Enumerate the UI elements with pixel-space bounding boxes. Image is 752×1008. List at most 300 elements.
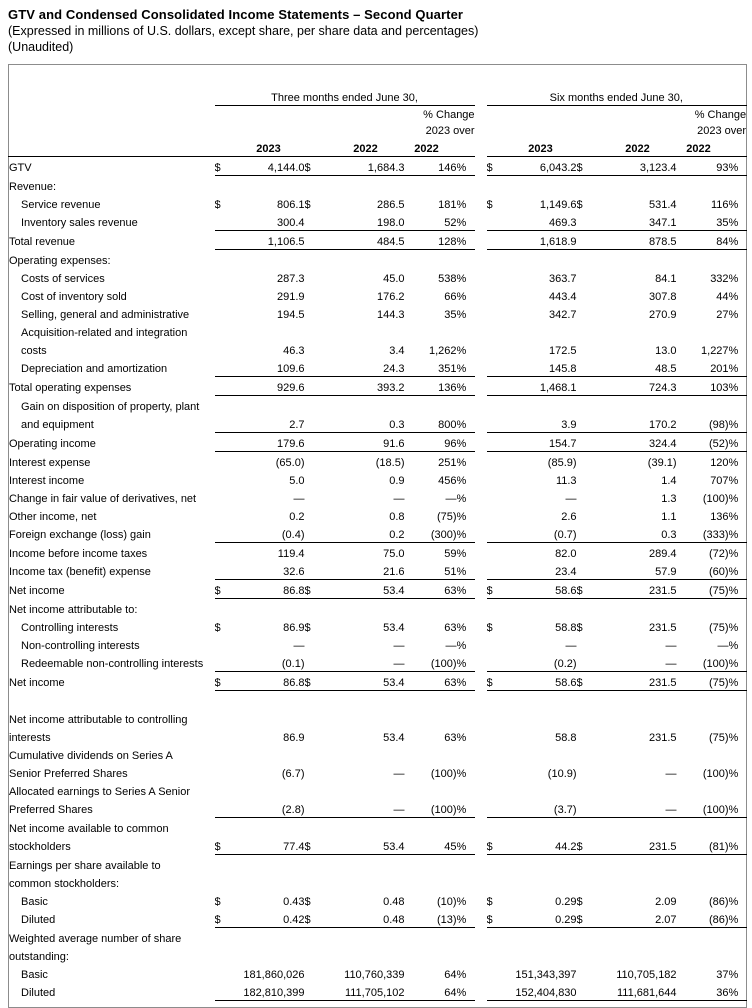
value-cell: 1,618.9: [505, 230, 577, 249]
value-cell: 13.0: [655, 344, 677, 357]
value-cell: %: [729, 212, 747, 231]
value-cell: —: [599, 799, 677, 818]
value-cell: [599, 322, 677, 340]
value-cell: —: [565, 639, 577, 652]
value-cell: (60): [677, 561, 729, 580]
value-cell: [233, 598, 305, 617]
column-gap: [475, 817, 487, 836]
value-cell: %: [728, 492, 739, 505]
value-cell: %: [729, 156, 747, 175]
value-cell: [215, 799, 233, 818]
value-cell: [327, 781, 405, 799]
column-gap: [475, 909, 487, 928]
table-row: [9, 561, 747, 580]
value-cell: [327, 690, 405, 709]
table-row: [9, 376, 747, 395]
row-label: Redeemable non-controlling interests: [21, 658, 204, 670]
value-cell: [577, 230, 599, 249]
column-gap: [475, 506, 487, 524]
value-cell: [233, 690, 305, 709]
row-label: Inventory sales revenue: [21, 217, 138, 229]
value-cell: [215, 542, 233, 561]
value-cell: 287.3: [276, 272, 305, 285]
value-cell: [487, 414, 505, 433]
value-cell: (100): [702, 492, 729, 505]
value-cell: [305, 249, 327, 268]
value-cell: [305, 690, 327, 709]
value-cell: [305, 230, 327, 249]
value-cell: 111,681,644: [599, 982, 677, 1001]
value-cell: [457, 854, 475, 873]
value-cell: [487, 763, 505, 781]
column-gap: [475, 175, 487, 194]
value-cell: %: [729, 414, 747, 433]
row-label: Costs of services: [21, 272, 105, 285]
value-cell: (100): [430, 767, 457, 780]
value-cell: [457, 322, 475, 340]
column-gap: [475, 561, 487, 580]
value-cell: —: [393, 639, 405, 652]
value-cell: 53.4: [327, 579, 405, 598]
value-cell: —: [445, 492, 457, 505]
value-cell: [215, 506, 233, 524]
value-cell: [577, 854, 599, 873]
value-cell: [599, 598, 677, 617]
value-cell: [305, 598, 327, 617]
six-months-header: Six months ended June 30,: [487, 65, 747, 106]
value-cell: 469.3: [505, 212, 577, 231]
value-cell: $: [305, 909, 327, 928]
table-row: [9, 873, 747, 891]
value-cell: [305, 799, 327, 818]
value-cell: 1,262: [428, 344, 457, 357]
row-label: Service revenue: [21, 198, 101, 211]
row-label: Net income available to common: [9, 822, 169, 835]
row-label: Controlling interests: [21, 621, 119, 634]
value-cell: [233, 946, 305, 964]
value-cell: [233, 745, 305, 763]
value-cell: $: [214, 895, 221, 908]
value-cell: 63: [444, 621, 457, 634]
value-cell: —: [599, 653, 677, 672]
col-header-6m-change: 2022: [677, 138, 729, 156]
value-cell: [599, 781, 677, 799]
value-cell: (0.7): [505, 524, 577, 543]
value-cell: 64: [405, 982, 457, 1001]
value-cell: 800: [405, 414, 457, 433]
value-cell: 63: [444, 731, 457, 744]
table-row: [9, 340, 747, 358]
value-cell: %: [457, 909, 475, 928]
value-cell: (10.9): [547, 767, 577, 780]
value-cell: $: [215, 579, 233, 598]
value-cell: (100): [405, 799, 457, 818]
value-cell: [215, 304, 233, 322]
value-cell: [487, 268, 505, 286]
value-cell: [487, 470, 505, 488]
table-row: [9, 304, 747, 322]
value-cell: [305, 653, 327, 672]
column-gap: [475, 268, 487, 286]
value-cell: 103: [677, 376, 729, 395]
value-cell: [405, 249, 457, 268]
value-cell: [577, 982, 599, 1001]
value-cell: %: [456, 198, 467, 211]
table-row: [9, 358, 747, 377]
value-cell: [457, 395, 475, 414]
value-cell: (13): [405, 909, 457, 928]
col-header-6m-2023: 2023: [505, 138, 577, 156]
value-cell: [457, 249, 475, 268]
value-cell: $: [305, 671, 327, 690]
value-cell: 0.9: [389, 474, 405, 487]
column-gap: [475, 524, 487, 543]
value-cell: $: [305, 579, 327, 598]
value-cell: [305, 727, 327, 745]
value-cell: 201: [677, 358, 729, 377]
value-cell: 0.48: [327, 909, 405, 928]
value-cell: [577, 322, 599, 340]
table-row: [9, 671, 747, 690]
value-cell: 194.5: [276, 308, 305, 321]
value-cell: [215, 230, 233, 249]
value-cell: 929.6: [233, 376, 305, 395]
row-label: Operating income: [9, 438, 96, 450]
value-cell: [505, 927, 577, 946]
row-label: Basic: [21, 968, 48, 981]
value-cell: [327, 817, 405, 836]
column-gap: [475, 286, 487, 304]
value-cell: [599, 927, 677, 946]
row-label: Cost of inventory sold: [21, 290, 127, 303]
value-cell: —: [327, 653, 405, 672]
value-cell: [215, 635, 233, 653]
value-cell: 251: [438, 456, 457, 469]
value-cell: [677, 854, 729, 873]
value-cell: [233, 817, 305, 836]
value-cell: [215, 524, 233, 543]
value-cell: 136: [710, 510, 729, 523]
value-cell: $: [487, 156, 505, 175]
value-cell: %: [729, 579, 747, 598]
value-cell: [505, 709, 577, 727]
income-statement-table: [8, 64, 747, 1008]
value-cell: 198.0: [327, 212, 405, 231]
value-cell: 116: [711, 198, 729, 211]
three-months-header: Three months ended June 30,: [215, 65, 475, 106]
value-cell: (72): [708, 547, 729, 560]
value-cell: [305, 212, 327, 231]
value-cell: [487, 304, 505, 322]
value-cell: [677, 781, 729, 799]
year-header-row: [9, 138, 747, 156]
value-cell: —: [665, 639, 677, 652]
value-cell: 1,106.5: [233, 230, 305, 249]
row-label: Net income attributable to controlling: [9, 713, 188, 726]
value-cell: [233, 175, 305, 194]
column-gap: [475, 927, 487, 946]
value-cell: %: [729, 524, 747, 543]
value-cell: %: [728, 344, 739, 357]
value-cell: 36: [677, 982, 729, 1001]
value-cell: %: [728, 731, 739, 744]
value-cell: %: [457, 671, 475, 690]
value-cell: %: [457, 432, 475, 451]
value-cell: [577, 395, 599, 414]
value-cell: 3,123.4: [599, 156, 677, 175]
value-cell: [599, 175, 677, 194]
value-cell: [487, 745, 505, 763]
value-cell: 11.3: [555, 474, 577, 487]
value-cell: [305, 763, 327, 781]
value-cell: [677, 395, 729, 414]
col-header-3m-2022: 2022: [327, 138, 405, 156]
value-cell: [487, 286, 505, 304]
value-cell: [405, 817, 457, 836]
value-cell: [577, 249, 599, 268]
value-cell: [729, 817, 747, 836]
value-cell: 3.9: [505, 414, 577, 433]
value-cell: (2.8): [233, 799, 305, 818]
column-gap: [475, 763, 487, 781]
value-cell: 347.1: [599, 212, 677, 231]
value-cell: (18.5): [375, 456, 405, 469]
value-cell: 342.7: [549, 308, 577, 321]
value-cell: [327, 322, 405, 340]
row-label: Other income, net: [9, 510, 97, 523]
value-cell: 24.3: [327, 358, 405, 377]
value-cell: $: [487, 579, 505, 598]
value-cell: %: [728, 621, 739, 634]
table-row: [9, 909, 747, 928]
value-cell: %: [729, 836, 747, 855]
row-label: Total revenue: [9, 236, 76, 248]
value-cell: %: [456, 474, 467, 487]
value-cell: [729, 927, 747, 946]
value-cell: [215, 268, 233, 286]
value-cell: [677, 873, 729, 891]
value-cell: %: [729, 982, 747, 1001]
value-cell: [487, 635, 505, 653]
subtitle-expressed-in: (Expressed in millions of U.S. dollars, except share, per share data and percentages): [8, 24, 479, 38]
value-cell: [305, 322, 327, 340]
value-cell: 37: [716, 968, 729, 981]
value-cell: 58.8: [555, 731, 577, 744]
value-cell: 21.6: [327, 561, 405, 580]
column-gap: [475, 358, 487, 377]
value-cell: [505, 745, 577, 763]
row-label: Net income attributable to:: [9, 603, 138, 616]
value-cell: %: [456, 510, 467, 523]
value-cell: 363.7: [549, 272, 577, 285]
value-cell: [305, 745, 327, 763]
value-cell: [215, 598, 233, 617]
column-gap: [475, 451, 487, 470]
value-cell: %: [457, 376, 475, 395]
income-table-body: [9, 156, 747, 1007]
value-cell: [599, 817, 677, 836]
value-cell: 878.5: [599, 230, 677, 249]
value-cell: %: [457, 561, 475, 580]
value-cell: 45.0: [383, 272, 405, 285]
value-cell: [327, 854, 405, 873]
table-row: [9, 451, 747, 470]
value-cell: 0.48: [383, 895, 405, 908]
value-cell: [729, 175, 747, 194]
value-cell: 154.7: [505, 432, 577, 451]
value-cell: [577, 709, 599, 727]
column-gap: [475, 690, 487, 709]
value-cell: 57.9: [599, 561, 677, 580]
column-gap: [475, 470, 487, 488]
value-cell: [305, 286, 327, 304]
table-row: [9, 635, 747, 653]
value-cell: %: [456, 547, 467, 560]
value-cell: %: [457, 579, 475, 598]
value-cell: [487, 653, 505, 672]
table-row: [9, 249, 747, 268]
column-gap: [475, 982, 487, 1001]
row-label: [9, 690, 215, 709]
value-cell: [487, 964, 505, 982]
value-cell: [599, 745, 677, 763]
value-cell: %: [728, 767, 739, 780]
value-cell: [487, 542, 505, 561]
value-cell: 324.4: [599, 432, 677, 451]
value-cell: [487, 488, 505, 506]
table-row: [9, 194, 747, 212]
value-cell: [599, 873, 677, 891]
value-cell: (75): [436, 510, 457, 523]
value-cell: (81): [677, 836, 729, 855]
value-cell: [505, 690, 577, 709]
value-cell: [457, 175, 475, 194]
value-cell: 35: [677, 212, 729, 231]
value-cell: [215, 745, 233, 763]
row-label: Net income: [9, 677, 65, 689]
table-row: [9, 617, 747, 635]
row-label: Foreign exchange (loss) gain: [9, 529, 151, 541]
value-cell: $: [304, 198, 311, 211]
value-cell: [487, 376, 505, 395]
value-cell: 179.6: [233, 432, 305, 451]
row-label: outstanding:: [9, 950, 69, 963]
column-gap: [475, 376, 487, 395]
value-cell: 5.0: [289, 474, 305, 487]
pct-change-row-2: [9, 122, 747, 138]
column-gap: [475, 322, 487, 340]
value-cell: [215, 817, 233, 836]
value-cell: [487, 561, 505, 580]
value-cell: 45: [405, 836, 457, 855]
column-gap: [475, 65, 487, 106]
value-cell: $: [304, 895, 311, 908]
value-cell: 0.29: [555, 895, 577, 908]
value-cell: [215, 781, 233, 799]
value-cell: $: [577, 156, 599, 175]
value-cell: 35: [444, 308, 457, 321]
value-cell: [215, 488, 233, 506]
value-cell: %: [729, 909, 747, 928]
value-cell: [677, 709, 729, 727]
value-cell: [305, 340, 327, 358]
value-cell: 176.2: [376, 290, 405, 303]
table-row: [9, 891, 747, 909]
value-cell: [215, 175, 233, 194]
row-label: Selling, general and administrative: [21, 308, 190, 321]
value-cell: [577, 212, 599, 231]
value-cell: [577, 727, 599, 745]
value-cell: [305, 395, 327, 414]
value-cell: [215, 212, 233, 231]
value-cell: %: [729, 376, 747, 395]
value-cell: [577, 358, 599, 377]
value-cell: $: [305, 156, 327, 175]
value-cell: [487, 982, 505, 1001]
value-cell: [305, 470, 327, 488]
value-cell: (75): [708, 731, 729, 744]
value-cell: 66: [444, 290, 457, 303]
value-cell: [457, 745, 475, 763]
value-cell: %: [728, 639, 739, 652]
value-cell: [215, 395, 233, 414]
value-cell: [457, 873, 475, 891]
value-cell: [577, 817, 599, 836]
value-cell: 231.5: [599, 836, 677, 855]
value-cell: [305, 873, 327, 891]
value-cell: 84.1: [655, 272, 677, 285]
value-cell: 0.43: [283, 895, 305, 908]
value-cell: [215, 414, 233, 433]
value-cell: (52): [677, 432, 729, 451]
value-cell: [577, 524, 599, 543]
table-row: [9, 524, 747, 543]
value-cell: %: [729, 358, 747, 377]
value-cell: [327, 249, 405, 268]
value-cell: %: [728, 272, 739, 285]
value-cell: —: [327, 799, 405, 818]
value-cell: [405, 781, 457, 799]
value-cell: 724.3: [599, 376, 677, 395]
column-gap: [475, 745, 487, 763]
value-cell: [215, 432, 233, 451]
value-cell: 145.8: [505, 358, 577, 377]
value-cell: [487, 358, 505, 377]
value-cell: 44.2: [505, 836, 577, 855]
value-cell: [305, 854, 327, 873]
value-cell: %: [456, 308, 467, 321]
value-cell: %: [457, 799, 475, 818]
value-cell: [577, 653, 599, 672]
column-gap: [475, 727, 487, 745]
row-label: Revenue:: [9, 180, 57, 193]
value-cell: [327, 709, 405, 727]
value-cell: [327, 927, 405, 946]
value-cell: $: [576, 621, 583, 634]
value-cell: [577, 376, 599, 395]
value-cell: [487, 817, 505, 836]
value-cell: —: [293, 639, 305, 652]
value-cell: [577, 927, 599, 946]
value-cell: [327, 946, 405, 964]
value-cell: [729, 322, 747, 340]
table-row: [9, 781, 747, 799]
row-label: Operating expenses:: [9, 254, 111, 267]
value-cell: [327, 745, 405, 763]
value-cell: [677, 322, 729, 340]
value-cell: 53.4: [327, 836, 405, 855]
value-cell: [215, 709, 233, 727]
